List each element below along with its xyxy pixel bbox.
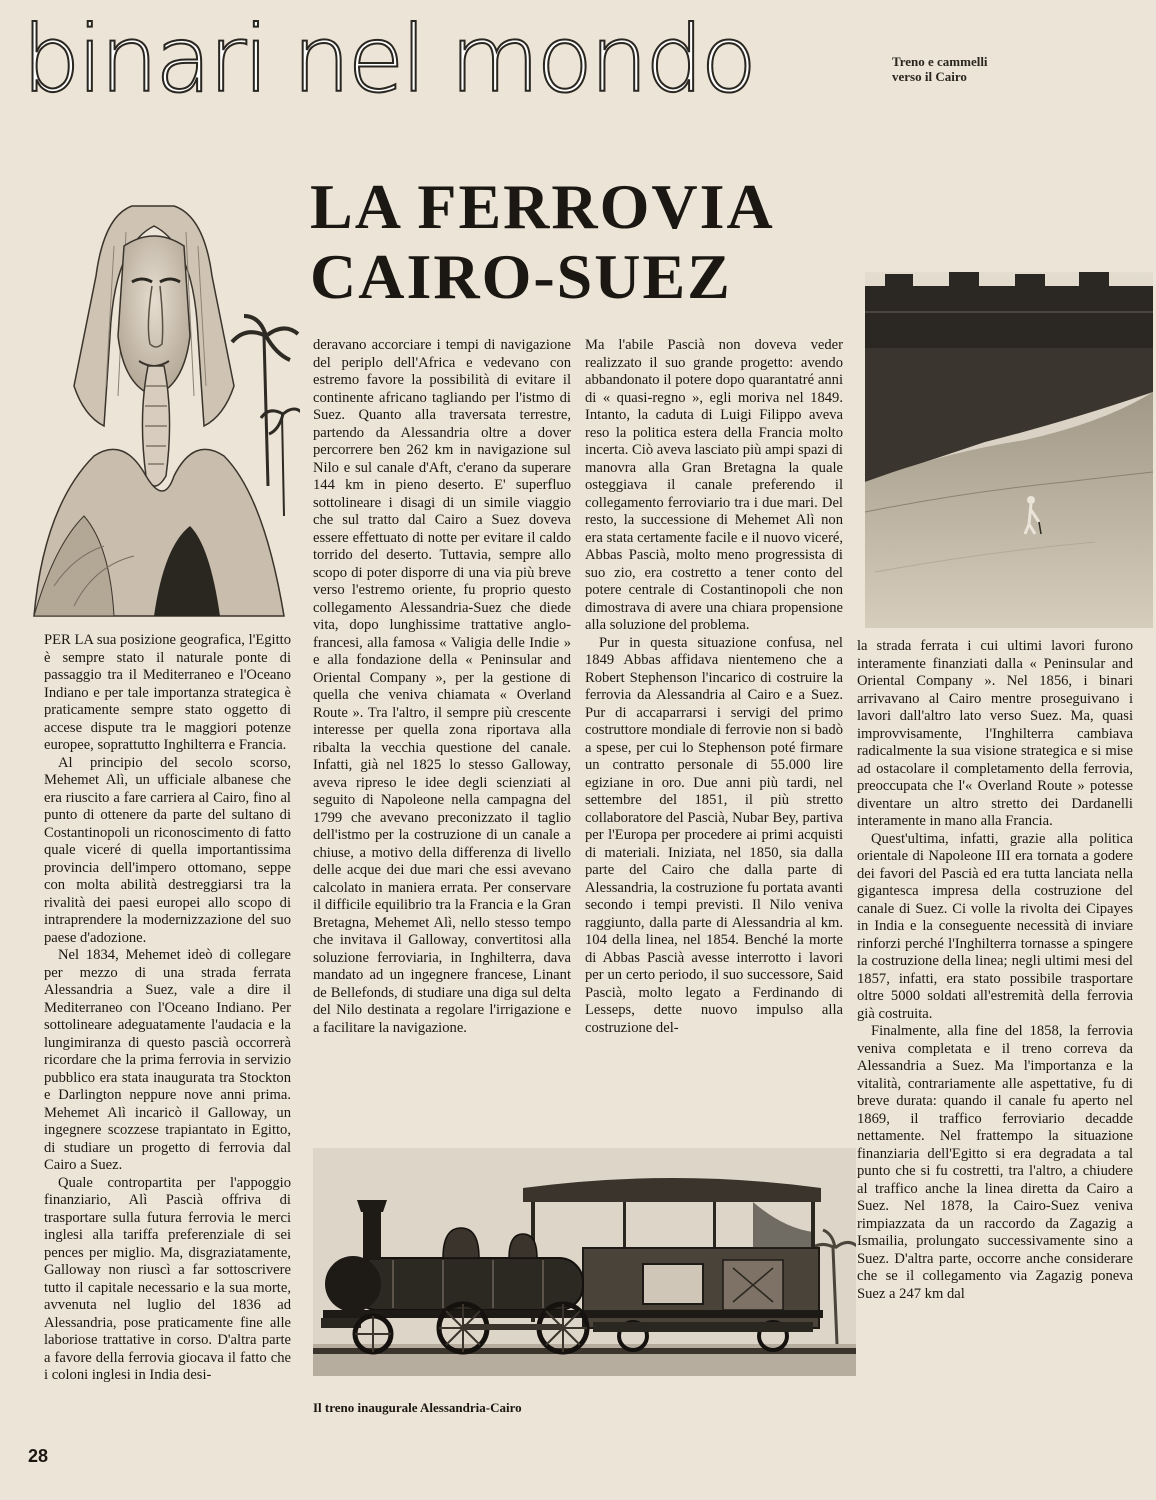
sphinx-photo — [14, 186, 300, 618]
article-column-2 — [313, 337, 571, 1037]
paragraph: deravano accorciare i tempi di navigazione del periplo dell'Africa e vedevano con estremo favore la possibilità di evitare il continente africano tagliando per l'istmo di Suez. Quanto alla traversata terrestre, partendo da Alessandria oltre a dover percorrere ben 262 km in navigazione sul Nilo e sul canale d'Aft, c'erano da superare 144 km in pieno deserto. E' superfluo sottolineare i disagi di un simile viaggio che sul tratto dal Cairo a Suez doveva essere effettuato di notte per evitare il caldo torrido del deserto. Tuttavia, sempre allo scopo di poter disporre di una via più breve verso l'estremo oriente, fu proprio questo collegamento Alessandria-Suez che diede vita, dopo lunghissime trattative anglo-francesi, alla famosa « Valigia delle Indie » e alla fondazione della « Peninsular and Oriental Company », per la gestione di quella che veniva chiamata « Overland Route ». Tra l'altro, il sempre più crescente interesse per quella zona riportava alla ribalta la vecchia questione del canale. Infatti, già nel 1825 lo stesso Galloway, aveva ripreso le idee degli scienziati al seguito di Napoleone nella campagna del 1799 che avevano preconizzato il taglio dell'istmo per la costruzione di un canale a chiuse, a motivo della differenza di livello delle acque dei due mari che essi avevano calcolato in maniera errata. Per conservare il difficile equilibrio tra la Francia e la Gran Bretagna, Mehemet Alì, nello stesso tempo che invitava il Galloway, convertitosi alla soluzione ferroviaria, in Inghilterra, dava mandato ad un ingegnere francese, Linant de Bellefonds, di studiare una diga sul delta del Nilo destinata a regolare l'irrigazione e a facilitare la navigazione. — [313, 337, 571, 1036]
series-title: binari nel mondo — [22, 6, 754, 113]
locomotive-illustration — [313, 1148, 856, 1376]
article-headline — [310, 172, 830, 312]
page-number: 28 — [28, 1446, 49, 1466]
article-column-1 — [44, 632, 291, 1385]
headline-line: LA FERROVIA — [310, 171, 775, 242]
train-camels-illustration — [865, 272, 1153, 628]
paragraph: la strada ferrata i cui ultimi lavori furono interamente finanziati dalla « Peninsular and Oriental Company ». Nel 1856, i binari arrivavano al Cairo mentre proseguivano i lavori dall'altro lato verso Suez. Ma, quasi improvvisamente, l'Inghilterra cambiava radicalmente la sua visione strategica e si mise ad ostacolare il completamento della ferrovia, preoccupata che l'« Overland Route » potesse diventare un altro stretto dei Dardanelli interamente in mano alla Francia. — [857, 638, 1133, 829]
photo-caption-bottom: Il treno inaugurale Alessandria-Cairo — [313, 1400, 522, 1415]
photo-caption-top-line: Treno e cammelli — [892, 54, 988, 69]
paragraph: Al principio del secolo scorso, Mehemet Alì, un ufficiale albanese che era riuscito a fare carriera al Cairo, fino al punto di ottenere da parte del sultano di Costantinopoli un riconoscimento di fatto quale viceré di quella importantissima provincia dell'impero ottomano, seppe con molta abilità destreggiarsi tra la rivalità dei paesi europei allo scopo di intraprendere la modernizzazione del suo paese d'adozione. — [44, 754, 291, 946]
article-column-4 — [857, 638, 1133, 1303]
paragraph: Finalmente, alla fine del 1858, la ferrovia veniva completata e il treno correva da Alessandria a Suez. Ma l'importanza e la vitalità, contrariamente alle aspettative, fu di breve durata: quando il canale fu aperto nel 1869, il traffico ferroviario decadde nettamente. Nel frattempo la situazione finanziaria dell'Egitto si era degradata a tal punto che si fu costretti, tra l'altro, a chiudere al traffico anche la linea diretta da Cairo a Suez. Nel 1878, la Cairo-Suez veniva rimpiazzata da un raccordo da Zagazig a Ismailia, prolungato successivamente sino a Suez. D'altra parte, occorre anche considerare che se il collegamento via Zagazig poneva Suez a 247 km dal — [857, 1023, 1133, 1302]
locomotive-photo — [313, 1148, 856, 1376]
photo-caption-top-line: verso il Cairo — [892, 69, 967, 84]
paragraph: Quest'ultima, infatti, grazie alla politica orientale di Napoleone III era tornata a godere dei favori del Pascià ed era tutta lanciata nella gigantesca impresa della costruzione del canale di Suez. Ci volle la rivolta dei Cipayes in India e la conseguente necessità di inviare rinforzi perché l'Inghilterra tornasse a spingere la costruzione della linea; negli ultimi mesi del 1857, infatti, era stato possibile trasportare oltre 5000 soldati all'estremità della ferrovia già costruita. — [857, 830, 1133, 1022]
paragraph: Quale contropartita per l'appoggio finanziario, Alì Pascià offriva di trasportare sulla futura ferrovia le merci inglesi alla tariffa preferenziale di sei pences per miglio. Ma, disgraziatamente, Galloway non riuscì a far sottoscrivere tutto il capitale necessario e la sua morte, avvenuta nel luglio del 1836 ad Alessandria, pose praticamente fine alle laboriose trattative in corso. D'altra parte a favore della ferrovia giocava il fatto che i coloni inglesi in India desi- — [44, 1174, 291, 1383]
headline-line: CAIRO-SUEZ — [310, 241, 732, 312]
paragraph: Ma l'abile Pascià non doveva veder realizzato il suo grande progetto: avendo abbandonato il potere dopo quarantatré anni di « quasi-regno », egli moriva nel 1849. Intanto, la caduta di Luigi Filippo aveva reso la politica estera della Francia molto incerta. Ciò aveva lasciato più ampi spazi di manovra alla Gran Bretagna la quale osteggiava il canale preferendo il collegamento ferroviario tra i due mari. Del resto, la successione di Mehemet Alì non era stata certamente facile e il nuovo viceré, Abbas Pascià, molto meno progressista di suo zio, era costretto a tener conto del potere centrale di Costantinopoli che non dimostrava di avere una chiara propensione alla soluzione del problema. — [585, 337, 843, 633]
paragraph: PER LA sua posizione geografica, l'Egitto è sempre stato il naturale ponte di passaggio tra il Mediterraneo e l'Oceano Indiano e per tale importanza strategica è praticamente sempre stato oggetto di accese dispute tra le maggiori potenze europee, soprattutto Inghilterra e Francia. — [44, 632, 291, 753]
paragraph: Pur in questa situazione confusa, nel 1849 Abbas affidava nientemeno che a Robert Stephenson l'incarico di costruire la ferrovia da Alessandria al Cairo e a Suez. Pur di accaparrarsi i servigi del primo costruttore mondiale di ferrovie non si badò a spese, per cui lo Stephenson poté firmare un contratto personale di 55.000 lire egiziane in oro. Due anni più tardi, nel settembre del 1851, il più stretto collaboratore del Pascià, Nubar Bey, partiva per l'Europa per procedere ai primi acquisti di materiali. Iniziata, nel 1850, sia dalla parte del Cairo che dalla parte di Alessandria, la costruzione fu portata avanti secondo i tempi previsti. Il Nilo veniva raggiunto, dalla parte di Alessandria al km. 104 della linea, nel 1854. Benché la morte di Abbas Pascià avesse interrotto i lavori per un certo periodo, il suo successore, Said Pascià, molto legato a Ferdinando di Lesseps, dette nuovo impulso alla costruzione del- — [585, 634, 843, 1036]
train-camels-photo — [865, 272, 1153, 628]
sphinx-illustration — [14, 186, 300, 618]
article-column-3 — [585, 337, 843, 1037]
photo-caption-top — [892, 54, 1072, 84]
paragraph: Nel 1834, Mehemet ideò di collegare per mezzo di una strada ferrata Alessandria a Suez, vale a dire il Mediterraneo con l'Oceano Indiano. Per sottolineare adeguatamente l'audacia e la lungimiranza di questo pascià occorrerà ricordare che la prima ferrovia in servizio pubblico era stata inaugurata tra Stockton e Darlington neppure nove anni prima. Mehemet Alì incaricò il Galloway, un ingegnere scozzese trapiantato in Egitto, di studiare un progetto di ferrovia dal Cairo a Suez. — [44, 947, 291, 1173]
